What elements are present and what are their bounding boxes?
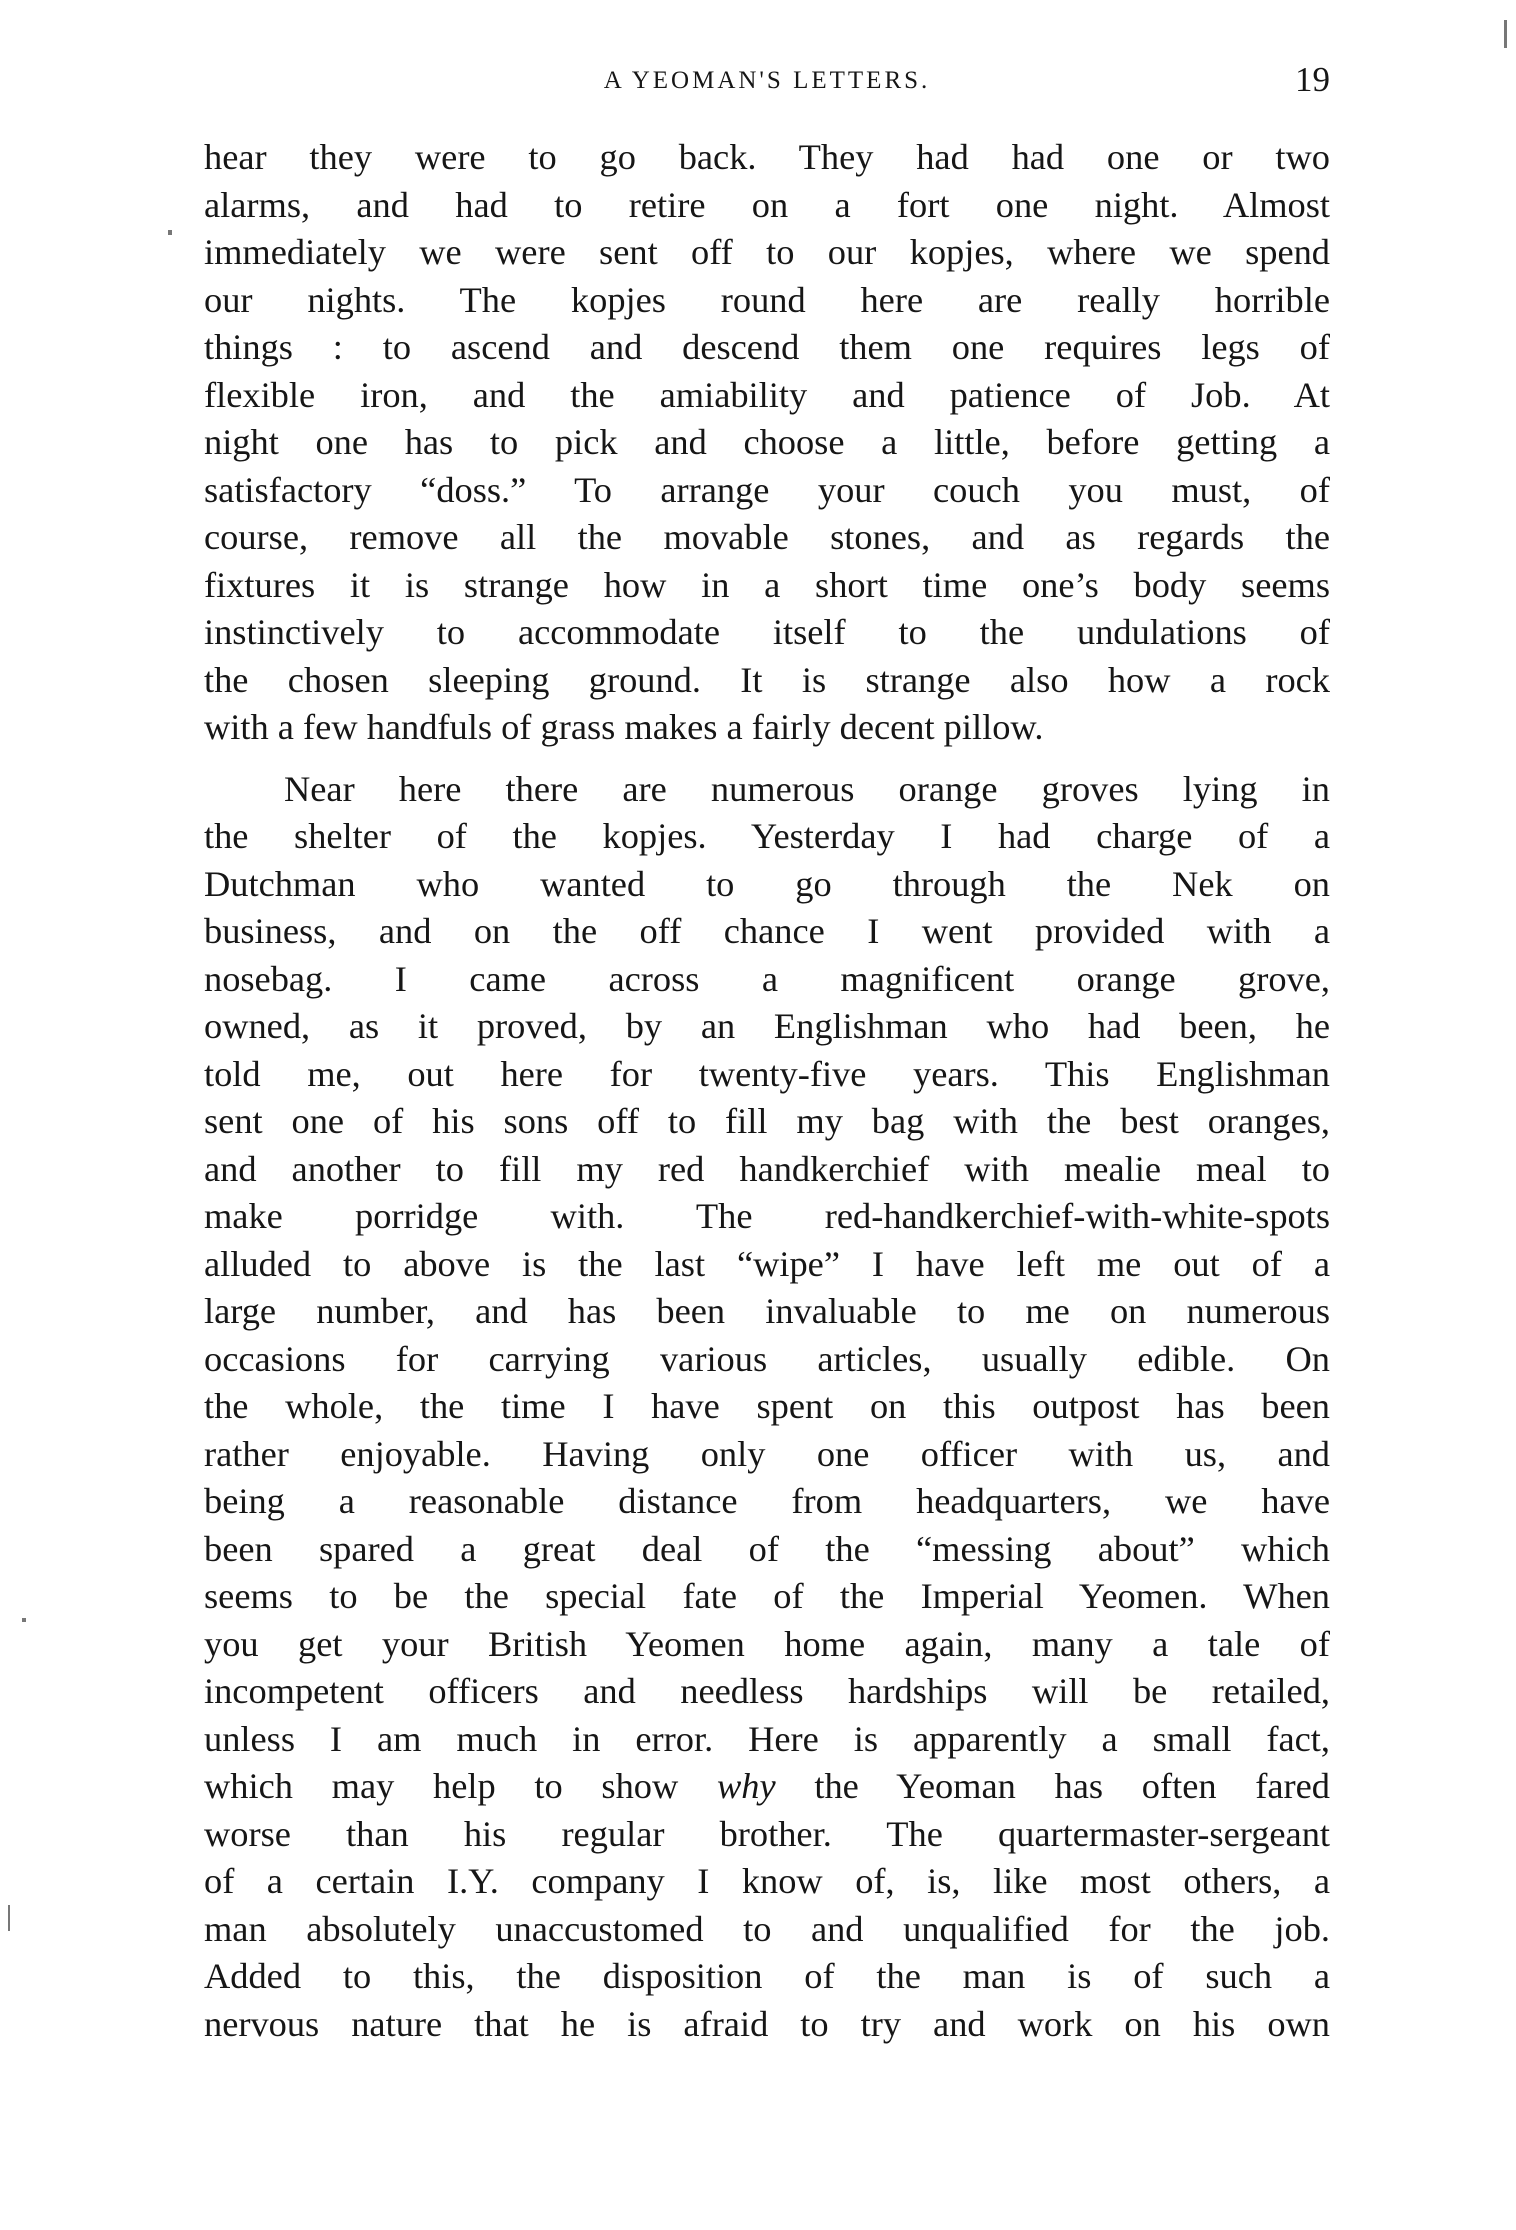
text-line: the shelter of the kopjes. Yesterday I had charge of a [204, 816, 1330, 856]
text-line: nosebag. I came across a magnificent orange grove, [204, 958, 1330, 999]
scan-margin-dot [168, 230, 172, 235]
text-line: you get your British Yeomen home again, many a tale of [204, 1623, 1330, 1664]
text-line: alluded to above is the last “wipe” I have left me out of a [204, 1243, 1330, 1284]
text-line: flexible iron, and the amiability and patience of Job. At [204, 374, 1330, 415]
text-line: worse than his regular brother. The quartermaster-sergeant [204, 1813, 1330, 1854]
text-line: seems to be the special fate of the Imperial Yeomen. When [204, 1576, 1330, 1616]
line-text-before-italic: which may help to show [204, 1766, 717, 1806]
text-line: alarms, and had to retire on a fort one night. Almost [204, 184, 1330, 225]
text-line: night one has to pick and choose a little, before getting a [204, 422, 1330, 462]
text-line: the chosen sleeping ground. It is strange also how a rock [204, 659, 1330, 700]
running-title: A YEOMAN'S LETTERS. [603, 67, 931, 94]
text-line: rather enjoyable. Having only one officer with us, and [204, 1433, 1330, 1474]
text-line: nervous nature that he is afraid to try and work on his own [204, 2003, 1330, 2044]
text-line: immediately we were sent off to our kopjes, where we spend [204, 232, 1330, 272]
text-line: of a certain I.Y. company I know of, is, like most others, a [204, 1861, 1330, 1901]
text-line: Dutchman who wanted to go through the Nek on [204, 863, 1330, 904]
text-line: occasions for carrying various articles, usually edible. On [204, 1338, 1330, 1379]
text-line: and another to fill my red handkerchief with mealie meal to [204, 1148, 1330, 1189]
text-line: fixtures it is strange how in a short time one’s body seems [204, 564, 1330, 605]
text-line: instinctively to accommodate itself to the undulations of [204, 612, 1330, 652]
page-number: 19 [1295, 60, 1330, 99]
text-line: Near here there are numerous orange groves lying in [284, 768, 1330, 809]
scan-margin-dot [22, 1618, 26, 1622]
text-line: our nights. The kopjes round here are really horrible [204, 279, 1330, 320]
text-line: man absolutely unaccustomed to and unqualified for the job. [204, 1908, 1330, 1949]
text-line: told me, out here for twenty-five years. This Englishman [204, 1053, 1330, 1094]
text-line: sent one of his sons off to fill my bag with the best oranges, [204, 1101, 1330, 1141]
text-line: incompetent officers and needless hardships will be retailed, [204, 1671, 1330, 1711]
text-line: with a few handfuls of grass makes a fairly decent pillow. [204, 707, 1044, 747]
text-line: the whole, the time I have spent on this outpost has been [204, 1386, 1330, 1426]
italic-word: why [717, 1766, 776, 1806]
paragraph-two [204, 766, 1330, 2049]
text-line-with-italic [204, 1763, 1330, 1811]
body-text [204, 134, 1330, 2048]
text-line: things : to ascend and descend them one requires legs of [204, 327, 1330, 367]
text-line: unless I am much in error. Here is apparently a small fact, [204, 1718, 1330, 1759]
text-line: satisfactory “doss.” To arrange your couch you must, of [204, 469, 1330, 510]
paragraph-one [204, 134, 1330, 752]
line-text-after-italic: the Yeoman has often fared [775, 1766, 1330, 1806]
scan-edge-mark [1504, 20, 1507, 48]
text-line: large number, and has been invaluable to me on numerous [204, 1291, 1330, 1331]
text-line: been spared a great deal of the “messing about” which [204, 1528, 1330, 1569]
text-line: business, and on the off chance I went provided with a [204, 911, 1330, 951]
text-line: course, remove all the movable stones, and as regards the [204, 517, 1330, 557]
text-line: hear they were to go back. They had had one or two [204, 137, 1330, 177]
running-header [204, 56, 1330, 106]
scan-margin-mark [8, 1905, 10, 1931]
text-line: owned, as it proved, by an Englishman who had been, he [204, 1006, 1330, 1046]
text-line: Added to this, the disposition of the man is of such a [204, 1956, 1330, 1996]
text-line: being a reasonable distance from headquarters, we have [204, 1481, 1330, 1521]
text-line: make porridge with. The red-handkerchief-with-white-spots [204, 1196, 1330, 1236]
